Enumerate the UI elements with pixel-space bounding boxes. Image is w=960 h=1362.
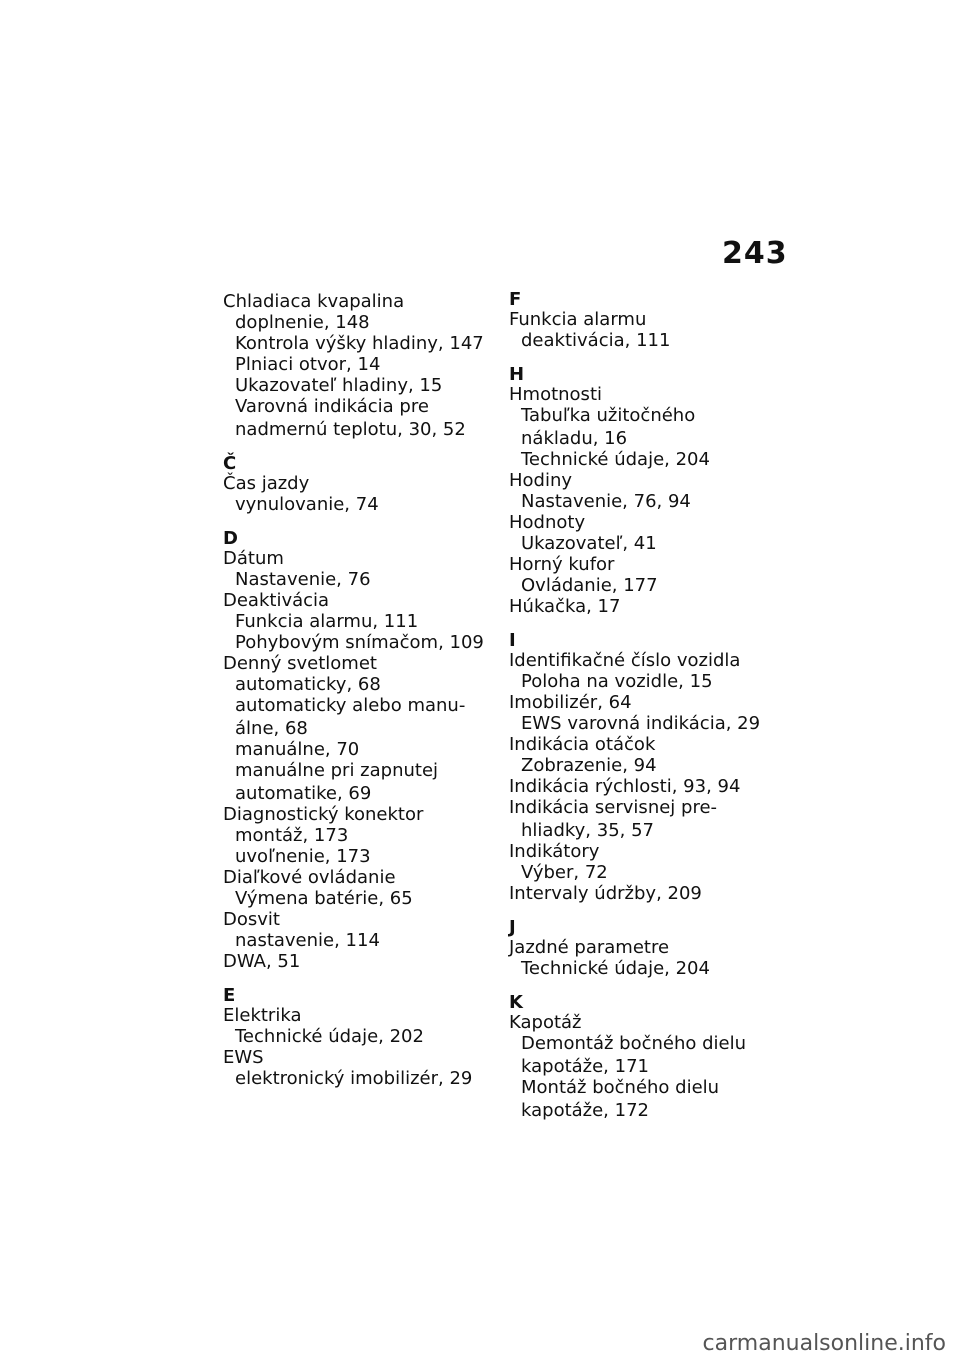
index-subentry: Ovládanie, 177 [521,575,658,596]
index-entry: Diagnostický konektor [223,804,424,825]
index-subentry: Varovná indikácia pre [235,396,429,417]
index-subentry: Technické údaje, 202 [235,1026,424,1047]
index-entry: Elektrika [223,1005,302,1026]
index-entry: Kapotáž [509,1012,582,1033]
index-subentry: Ukazovateľ hladiny, 15 [235,375,443,396]
index-entry: Hmotnosti [509,384,602,405]
index-entry: Indikácia servisnej pre- [509,797,718,818]
index-entry: Hodnoty [509,512,586,533]
index-letter-heading: I [509,630,516,651]
index-subentry-continuation: álne, 68 [235,718,308,739]
index-letter-heading: E [223,985,236,1006]
index-subentry-continuation: nadmernú teplotu, 30, 52 [235,419,466,440]
index-subentry: Výber, 72 [521,862,608,883]
index-subentry: automaticky, 68 [235,674,381,695]
index-subentry: Plniaci otvor, 14 [235,354,381,375]
index-entry: Horný kufor [509,554,615,575]
index-entry: Indikátory [509,841,600,862]
index-subentry: Poloha na vozidle, 15 [521,671,713,692]
index-subentry: EWS varovná indikácia, 29 [521,713,761,734]
index-subentry: montáž, 173 [235,825,349,846]
index-entry: Identifikačné číslo vozidla [509,650,741,671]
index-entry: Dátum [223,548,284,569]
index-letter-heading: K [509,992,523,1013]
index-subentry: automaticky alebo manu- [235,695,466,716]
index-subentry: nastavenie, 114 [235,930,380,951]
index-entry: Dosvit [223,909,280,930]
index-subentry: Nastavenie, 76, 94 [521,491,691,512]
index-entry: Denný svetlomet [223,653,377,674]
index-subentry: Nastavenie, 76 [235,569,371,590]
index-subentry: Funkcia alarmu, 111 [235,611,419,632]
index-entry: Chladiaca kvapalina [223,291,405,312]
index-subentry: Zobrazenie, 94 [521,755,657,776]
index-subentry: vynulovanie, 74 [235,494,379,515]
index-entry: Húkačka, 17 [509,596,621,617]
index-subentry: deaktivácia, 111 [521,330,671,351]
index-entry: DWA, 51 [223,951,301,972]
index-subentry: Technické údaje, 204 [521,958,710,979]
index-entry: Imobilizér, 64 [509,692,632,713]
index-subentry: Pohybovým snímačom, 109 [235,632,484,653]
index-subentry-continuation: automatike, 69 [235,783,372,804]
index-letter-heading: D [223,528,238,549]
index-subentry: Ukazovateľ, 41 [521,533,657,554]
index-entry: Funkcia alarmu [509,309,647,330]
index-subentry-continuation: kapotáže, 172 [521,1100,649,1121]
index-entry: Indikácia rýchlosti, 93, 94 [509,776,741,797]
watermark-url: carmanualsonline.info [702,1331,946,1356]
index-letter-heading: Č [223,453,237,474]
index-column-right [509,291,809,1121]
index-subentry-continuation: kapotáže, 171 [521,1056,649,1077]
index-subentry: Kontrola výšky hladiny, 147 [235,333,484,354]
index-subentry: elektronický imobilizér, 29 [235,1068,473,1089]
index-subentry: manuálne pri zapnutej [235,760,439,781]
index-entry: Indikácia otáčok [509,734,656,755]
index-subentry-continuation: hliadky, 35, 57 [521,820,654,841]
index-subentry: Tabuľka užitočného [521,405,696,426]
index-subentry: Technické údaje, 204 [521,449,710,470]
index-letter-heading: F [509,289,522,310]
index-entry: Deaktivácia [223,590,330,611]
index-subentry: manuálne, 70 [235,739,360,760]
index-subentry: doplnenie, 148 [235,312,370,333]
index-letter-heading: H [509,364,525,385]
index-subentry: uvoľnenie, 173 [235,846,371,867]
index-subentry: Demontáž bočného dielu [521,1033,747,1054]
index-entry: Čas jazdy [223,473,310,494]
index-entry: Jazdné parametre [509,937,670,958]
index-entry: Intervaly údržby, 209 [509,883,702,904]
index-entry: EWS [223,1047,264,1068]
index-subentry: Montáž bočného dielu [521,1077,720,1098]
index-subentry-continuation: nákladu, 16 [521,428,628,449]
index-entry: Diaľkové ovládanie [223,867,396,888]
index-column-left [223,291,523,1089]
index-letter-heading: J [509,917,516,938]
index-entry: Hodiny [509,470,573,491]
index-subentry: Výmena batérie, 65 [235,888,413,909]
page-number: 243 [722,236,788,271]
